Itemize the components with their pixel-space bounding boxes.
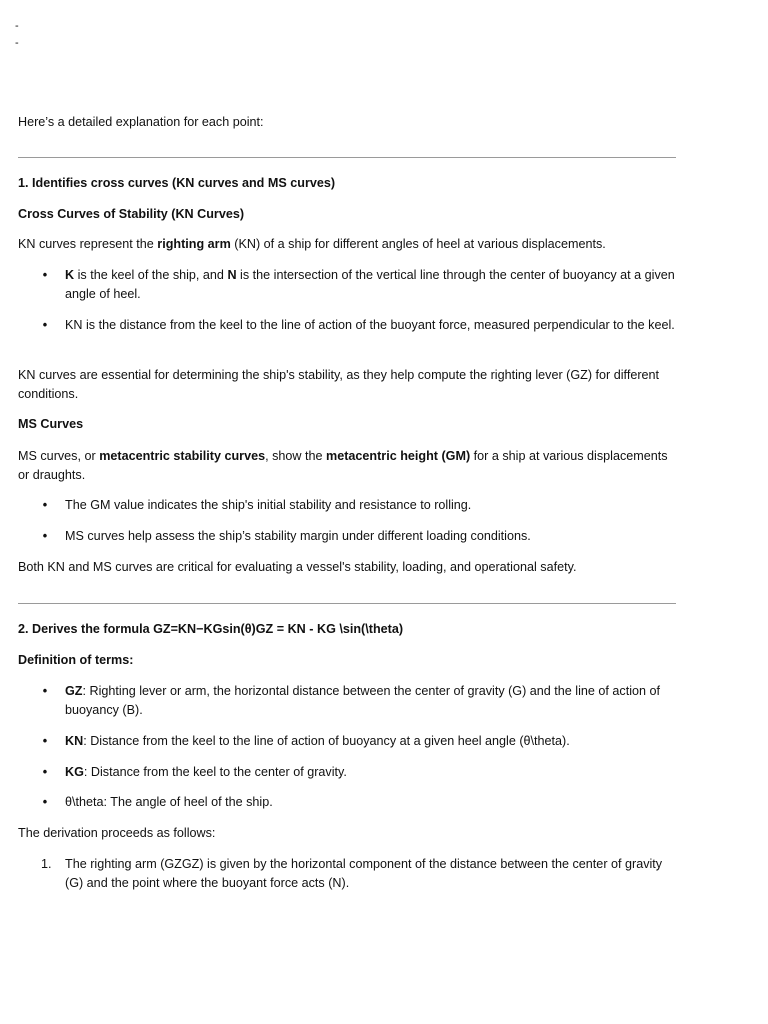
bullet-icon: • — [42, 765, 48, 779]
dash-mark-2: - — [15, 37, 19, 49]
bullet-icon: • — [42, 795, 48, 809]
list-item-gz: • GZ: Righting lever or arm, the horizontal distance between the center of gravity (G) and the line of action of buoyancy (B). — [18, 682, 678, 720]
kn-curves-intro: KN curves represent the righting arm (KN) of a ship for different angles of heel at various displacements. — [18, 237, 606, 251]
dash-mark-1: - — [15, 20, 19, 32]
bullet-icon: • — [42, 684, 48, 698]
list-item-ms-margin: • MS curves help assess the ship’s stability margin under different loading conditions. — [18, 527, 678, 546]
derivation-intro: The derivation proceeds as follows: — [18, 826, 216, 840]
ms-curves-title: MS Curves — [18, 417, 84, 431]
numbered-step-1: 1. The righting arm (GZGZ) is given by the horizontal component of the distance between the center of gravity (G) and the point where the buoyant force acts (N). — [41, 857, 663, 890]
definition-title: Definition of terms: — [18, 653, 134, 667]
intro-text: Here’s a detailed explanation for each point: — [18, 115, 264, 129]
kn-curves-title: Cross Curves of Stability (KN Curves) — [18, 207, 245, 221]
list-item-kg: • KG: Distance from the keel to the center of gravity. — [18, 763, 678, 782]
bullet-icon: • — [42, 498, 48, 512]
list-item-gm-value: • The GM value indicates the ship's initial stability and resistance to rolling. — [18, 496, 678, 515]
divider-2 — [18, 603, 676, 604]
section-2-heading: 2. Derives the formula GZ=KN−KGsin⁡(θ)GZ = KN - KG \sin(\theta) — [18, 622, 404, 636]
bullet-icon: • — [42, 529, 48, 543]
list-item-kn-distance: • KN is the distance from the keel to the line of action of the buoyant force, measured perpendicular to the keel. — [18, 316, 678, 335]
divider-1 — [18, 157, 676, 158]
section-1-heading: 1. Identifies cross curves (KN curves and MS curves) — [18, 176, 336, 190]
section-1-summary: Both KN and MS curves are critical for evaluating a vessel's stability, loading, and operational safety. — [18, 560, 577, 574]
step-number: 1. — [41, 857, 52, 871]
list-item-kn: • KN: Distance from the keel to the line of action of buoyancy at a given heel angle (θ\theta). — [18, 732, 678, 751]
list-item-theta: • θ\theta: The angle of heel of the ship. — [18, 793, 678, 812]
bullet-icon: • — [42, 318, 48, 332]
kn-curves-note: KN curves are essential for determining the ship's stability, as they help compute the righting lever (GZ) for different conditions. — [18, 368, 660, 401]
ms-curves-intro: MS curves, or metacentric stability curves, show the metacentric height (GM) for a ship at various displacements or draughts. — [18, 449, 668, 482]
list-item-k-and-n: • K is the keel of the ship, and N is the intersection of the vertical line through the center of buoyancy at a given angle of heel. — [18, 266, 678, 304]
bullet-icon: • — [42, 268, 48, 282]
bullet-icon: • — [42, 734, 48, 748]
